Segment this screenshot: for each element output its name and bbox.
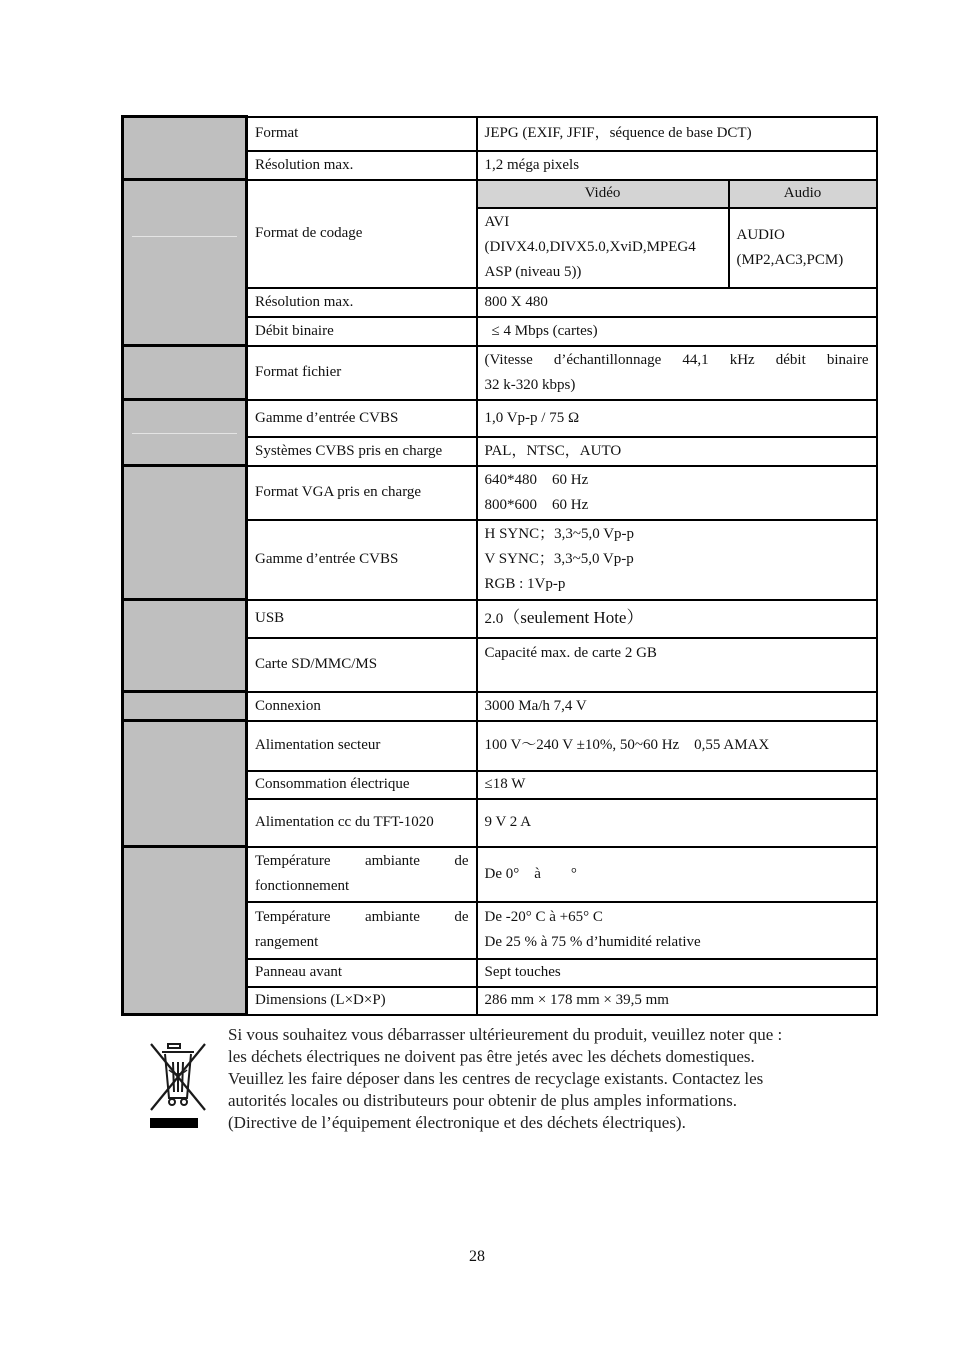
spec-value: 100 V～240 V ±10%, 50~60 Hz 0,55 AMAX <box>477 721 877 771</box>
value-line: De -20° C à +65° C <box>484 909 603 925</box>
value-line: 640*480 60 Hz <box>484 471 589 488</box>
spec-label: Format de codage <box>247 180 477 288</box>
value-line: De 25 % à 75 % d’humidité relative <box>484 934 701 950</box>
value-line: 800*600 60 Hz <box>484 496 589 513</box>
category-cell-video <box>123 180 247 346</box>
value-line: H SYNC；3,3~5,0 Vp-p <box>484 526 635 542</box>
spec-label: Alimentation cc du TFT-1020 <box>247 799 477 847</box>
usb-mode: （seulement Hote） <box>503 608 644 627</box>
spec-value: 800 X 480 <box>477 288 877 317</box>
category-cell-cvbs <box>123 400 247 466</box>
spec-label: Consommation électrique <box>247 771 477 799</box>
spec-label <box>247 847 477 902</box>
notice-line: les déchets électriques ne doivent pas être jetés avec les déchets domestiques. <box>228 1047 755 1066</box>
spec-value: Sept touches <box>477 959 877 987</box>
category-cell-photo <box>123 117 247 180</box>
column-header-audio: Audio <box>729 180 877 208</box>
spec-value <box>477 600 877 638</box>
spec-label <box>247 902 477 959</box>
spec-value <box>477 466 877 520</box>
label-line: Température ambiante de <box>255 909 469 925</box>
spec-value <box>477 902 877 959</box>
category-cell-vga <box>123 466 247 600</box>
spec-value: Capacité max. de carte 2 GB <box>477 638 877 692</box>
spec-label: Format <box>247 117 477 151</box>
spec-label: Panneau avant <box>247 959 477 987</box>
spec-value: 1,2 méga pixels <box>477 151 877 180</box>
notice-line: Si vous souhaitez vous débarrasser ultérieurement du produit, veuillez noter que : <box>228 1025 783 1044</box>
page-number: 28 <box>469 1248 485 1265</box>
spec-value: De 0° à ° <box>477 847 877 902</box>
crossed-out-wheelie-bin-icon <box>148 1040 208 1132</box>
spec-value: JEPG (EXIF, JFIF，séquence de base DCT) <box>477 117 877 151</box>
spec-label: Gamme d’entrée CVBS <box>247 400 477 437</box>
column-header-video: Vidéo <box>477 180 729 208</box>
label-line: Température ambiante de <box>255 853 469 869</box>
category-cell-battery <box>123 692 247 721</box>
spec-label: Carte SD/MMC/MS <box>247 638 477 692</box>
spec-value: PAL，NTSC，AUTO <box>477 437 877 466</box>
usb-version: 2.0 <box>484 611 504 627</box>
spec-label: Alimentation secteur <box>247 721 477 771</box>
label-line: rangement <box>255 934 319 950</box>
spec-label: Résolution max. <box>247 151 477 180</box>
spec-value: ≤18 W <box>477 771 877 799</box>
spec-label: Format VGA pris en charge <box>247 466 477 520</box>
spec-value-audio-codecs <box>729 208 877 288</box>
category-cell-audio <box>123 346 247 400</box>
spec-value: 286 mm × 178 mm × 39,5 mm <box>477 987 877 1015</box>
spec-value: 1,0 Vp-p / 75 Ω <box>477 400 877 437</box>
category-cell-power <box>123 721 247 847</box>
spec-label: Systèmes CVBS pris en charge <box>247 437 477 466</box>
spec-value: ≤ 4 Mbps (cartes) <box>477 317 877 346</box>
value-line: V SYNC；3,3~5,0 Vp-p <box>484 551 634 567</box>
label-line: fonctionnement <box>255 878 350 894</box>
spec-label: Dimensions (L×D×P) <box>247 987 477 1015</box>
specifications-table <box>121 115 878 1016</box>
notice-line: Veuillez les faire déposer dans les centres de recyclage existants. Contactez les <box>228 1069 764 1088</box>
category-cell-environment <box>123 847 247 1015</box>
spec-value: 9 V 2 A <box>477 799 877 847</box>
value-line: (DIVX4.0,DIVX5.0,XviD,MPEG4 <box>484 239 696 255</box>
value-line: 32 k-320 kbps) <box>484 376 576 393</box>
spec-value <box>477 346 877 400</box>
spec-value-video-codecs <box>477 208 729 288</box>
spec-value <box>477 520 877 600</box>
value-line: AVI <box>484 214 510 230</box>
disposal-notice <box>140 1024 860 1136</box>
spec-label: Format fichier <box>247 346 477 400</box>
notice-line: (Directive de l’équipement électronique et des déchets électriques). <box>228 1113 686 1132</box>
spec-label: USB <box>247 600 477 638</box>
spec-label: Résolution max. <box>247 288 477 317</box>
notice-line: autorités locales ou distributeurs pour obtenir de plus amples informations. <box>228 1091 737 1110</box>
value-line: RGB : 1Vp-p <box>484 576 566 592</box>
value-line: ASP (niveau 5)) <box>484 264 582 280</box>
spec-label: Débit binaire <box>247 317 477 346</box>
value-line: (MP2,AC3,PCM) <box>736 251 844 268</box>
value-line: (Vitesse d’échantillonnage 44,1 kHz débit binaire <box>484 351 869 368</box>
spec-label: Connexion <box>247 692 477 721</box>
spec-value: 3000 Ma/h 7,4 V <box>477 692 877 721</box>
value-line: AUDIO <box>736 226 785 243</box>
spec-label: Gamme d’entrée CVBS <box>247 520 477 600</box>
category-cell-interfaces <box>123 600 247 692</box>
disposal-notice-text <box>228 1024 868 1134</box>
